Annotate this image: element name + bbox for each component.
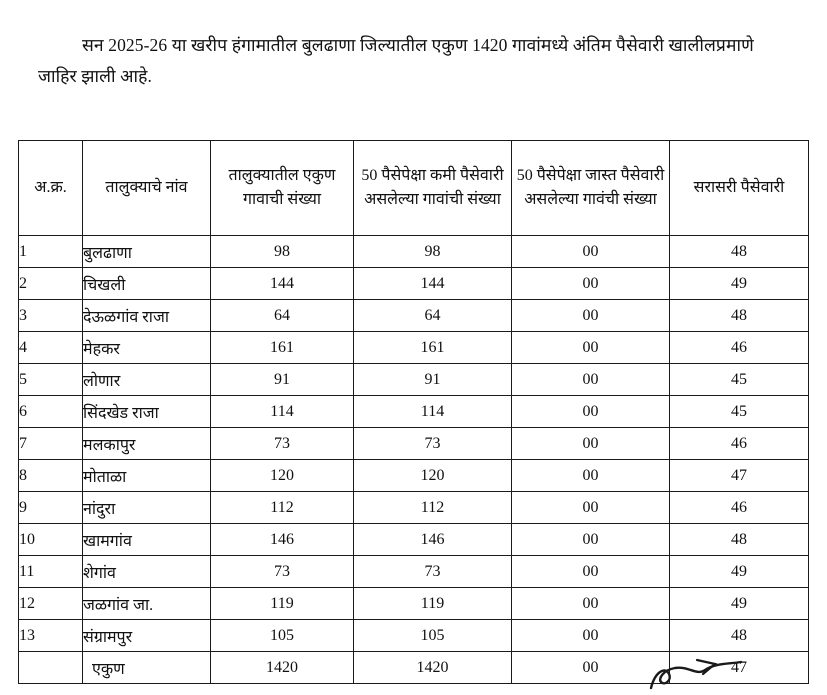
cell-above-50: 00	[512, 396, 670, 428]
cell-total-villages: 73	[211, 428, 354, 460]
cell-serial	[19, 652, 83, 684]
table-row	[19, 524, 809, 556]
table-row	[19, 556, 809, 588]
cell-above-50: 00	[512, 556, 670, 588]
cell-above-50: 00	[512, 236, 670, 268]
table-row	[19, 268, 809, 300]
column-header-serial: अ.क्र.	[19, 141, 83, 236]
cell-serial: 13	[19, 620, 83, 652]
column-header-average: सरासरी पैसेवारी	[670, 141, 809, 236]
cell-serial: 2	[19, 268, 83, 300]
cell-total-villages: 144	[211, 268, 354, 300]
cell-average: 47	[670, 460, 809, 492]
cell-below-50: 112	[354, 492, 512, 524]
cell-total-villages: 119	[211, 588, 354, 620]
cell-above-50: 00	[512, 620, 670, 652]
cell-taluka: खामगांव	[83, 524, 211, 556]
cell-total-villages: 91	[211, 364, 354, 396]
cell-serial: 11	[19, 556, 83, 588]
cell-average: 49	[670, 268, 809, 300]
cell-total-villages-total: 1420	[211, 652, 354, 684]
cell-serial: 12	[19, 588, 83, 620]
cell-average: 49	[670, 588, 809, 620]
cell-serial: 4	[19, 332, 83, 364]
cell-below-50: 144	[354, 268, 512, 300]
cell-above-50: 00	[512, 460, 670, 492]
cell-below-50: 64	[354, 300, 512, 332]
cell-below-50: 73	[354, 556, 512, 588]
cell-above-50: 00	[512, 332, 670, 364]
cell-average: 46	[670, 492, 809, 524]
cell-total-villages: 146	[211, 524, 354, 556]
table-row	[19, 620, 809, 652]
cell-serial: 6	[19, 396, 83, 428]
column-header-below-50: 50 पैसेपेक्षा कमी पैसेवारी असलेल्या गावांची संख्या	[354, 141, 512, 236]
table-row	[19, 428, 809, 460]
cell-below-50: 146	[354, 524, 512, 556]
cell-serial: 1	[19, 236, 83, 268]
table-row	[19, 364, 809, 396]
cell-average: 49	[670, 556, 809, 588]
cell-below-50-total: 1420	[354, 652, 512, 684]
column-header-total-villages: तालुक्यातील एकुण गावाची संख्या	[211, 141, 354, 236]
column-header-taluka: तालुक्याचे नांव	[83, 141, 211, 236]
cell-serial: 9	[19, 492, 83, 524]
cell-below-50: 91	[354, 364, 512, 396]
cell-taluka: मोताळा	[83, 460, 211, 492]
cell-above-50: 00	[512, 492, 670, 524]
cell-above-50: 00	[512, 268, 670, 300]
cell-total-villages: 73	[211, 556, 354, 588]
cell-taluka: लोणार	[83, 364, 211, 396]
intro-text: सन 2025-26 या खरीप हंगामातील बुलढाणा जिल्यातील एकुण 1420 गावांमध्ये अंतिम पैसेवारी खालीलप्रमाणे जाहिर झाली आहे.	[38, 35, 754, 86]
cell-below-50: 120	[354, 460, 512, 492]
cell-average: 48	[670, 524, 809, 556]
table-row	[19, 236, 809, 268]
cell-taluka: संग्रामपुर	[83, 620, 211, 652]
cell-taluka: जळगांव जा.	[83, 588, 211, 620]
cell-total-villages: 105	[211, 620, 354, 652]
table-head	[19, 141, 809, 236]
cell-taluka: शेगांव	[83, 556, 211, 588]
cell-serial: 5	[19, 364, 83, 396]
cell-below-50: 161	[354, 332, 512, 364]
cell-taluka-total-label: एकुण	[83, 652, 211, 684]
cell-above-50: 00	[512, 524, 670, 556]
table-row	[19, 332, 809, 364]
cell-total-villages: 112	[211, 492, 354, 524]
cell-average: 45	[670, 364, 809, 396]
intro-paragraph	[38, 30, 789, 91]
table-row	[19, 300, 809, 332]
cell-average-total: 47	[670, 652, 809, 684]
cell-serial: 7	[19, 428, 83, 460]
column-header-above-50: 50 पैसेपेक्षा जास्त पैसेवारी असलेल्या गावंची संख्या	[512, 141, 670, 236]
cell-serial: 3	[19, 300, 83, 332]
cell-average: 48	[670, 300, 809, 332]
cell-taluka: देऊळगांव राजा	[83, 300, 211, 332]
cell-serial: 10	[19, 524, 83, 556]
cell-serial: 8	[19, 460, 83, 492]
cell-above-50: 00	[512, 300, 670, 332]
table-row	[19, 492, 809, 524]
cell-total-villages: 114	[211, 396, 354, 428]
cell-taluka: मलकापुर	[83, 428, 211, 460]
cell-above-50: 00	[512, 588, 670, 620]
cell-taluka: नांदुरा	[83, 492, 211, 524]
cell-above-50-total: 00	[512, 652, 670, 684]
cell-average: 45	[670, 396, 809, 428]
cell-below-50: 114	[354, 396, 512, 428]
cell-below-50: 105	[354, 620, 512, 652]
cell-taluka: चिखली	[83, 268, 211, 300]
table-row	[19, 460, 809, 492]
cell-total-villages: 120	[211, 460, 354, 492]
cell-average: 46	[670, 332, 809, 364]
cell-total-villages: 161	[211, 332, 354, 364]
table-row	[19, 396, 809, 428]
cell-below-50: 119	[354, 588, 512, 620]
table-body	[19, 236, 809, 684]
cell-average: 48	[670, 620, 809, 652]
document-page	[0, 30, 827, 695]
cell-average: 48	[670, 236, 809, 268]
cell-total-villages: 98	[211, 236, 354, 268]
cell-below-50: 98	[354, 236, 512, 268]
cell-above-50: 00	[512, 428, 670, 460]
table-total-row	[19, 652, 809, 684]
paisewari-table	[18, 140, 809, 684]
cell-taluka: सिंदखेड राजा	[83, 396, 211, 428]
cell-taluka: बुलढाणा	[83, 236, 211, 268]
cell-below-50: 73	[354, 428, 512, 460]
cell-taluka: मेहकर	[83, 332, 211, 364]
cell-total-villages: 64	[211, 300, 354, 332]
table-row	[19, 588, 809, 620]
header-row	[19, 141, 809, 236]
cell-average: 46	[670, 428, 809, 460]
cell-above-50: 00	[512, 364, 670, 396]
